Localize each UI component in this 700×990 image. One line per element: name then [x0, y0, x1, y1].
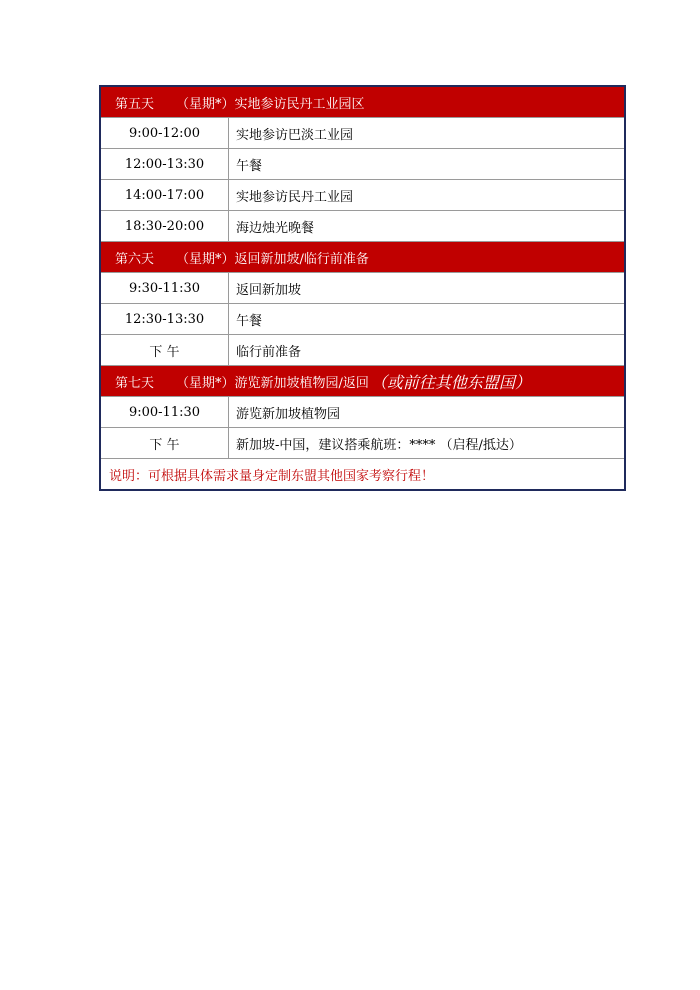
day-title: 游览新加坡植物园/返回	[234, 375, 369, 391]
time-cell: 9:00-11:30	[101, 397, 229, 427]
schedule-row	[101, 149, 624, 180]
itinerary-table	[99, 85, 626, 491]
time-cell: 12:00-13:30	[101, 149, 229, 179]
activity-cell: 新加坡-中国，建议搭乘航班：**** （启程/抵达）	[236, 437, 522, 453]
day-label: 第五天	[115, 96, 155, 112]
day-weekday: （星期*）	[176, 96, 235, 112]
day-note: （或前往其他东盟国）	[370, 372, 531, 392]
schedule-row	[101, 397, 624, 428]
time-cell: 9:30-11:30	[101, 273, 229, 303]
day-title: 返回新加坡/临行前准备	[234, 251, 369, 267]
schedule-row	[101, 180, 624, 211]
activity-cell: 海边烛光晚餐	[236, 220, 315, 236]
schedule-row	[101, 118, 624, 149]
day-header-6	[101, 242, 624, 273]
schedule-row	[101, 304, 624, 335]
activity-cell: 午餐	[236, 313, 263, 329]
activity-cell: 游览新加坡植物园	[236, 406, 341, 422]
day-header-7	[101, 366, 624, 397]
footnote-text: 说明：可根据具体需求量身定制东盟其他国家考察行程！	[109, 468, 435, 484]
schedule-row	[101, 428, 624, 459]
activity-cell: 返回新加坡	[236, 282, 302, 298]
schedule-row	[101, 273, 624, 304]
day-label: 第六天	[115, 251, 155, 267]
day-weekday: （星期*）	[176, 375, 235, 391]
time-cell: 12:30-13:30	[101, 304, 229, 334]
activity-cell: 午餐	[236, 158, 263, 174]
day-title: 实地参访民丹工业园区	[234, 96, 365, 112]
time-cell: 9:00-12:00	[101, 118, 229, 148]
schedule-row	[101, 335, 624, 366]
time-cell: 下 午	[101, 428, 229, 458]
time-cell: 18:30-20:00	[101, 211, 229, 241]
activity-cell: 实地参访巴淡工业园	[236, 127, 354, 143]
activity-cell: 临行前准备	[236, 344, 302, 360]
schedule-row	[101, 211, 624, 242]
activity-cell: 实地参访民丹工业园	[236, 189, 354, 205]
time-cell: 14:00-17:00	[101, 180, 229, 210]
day-weekday: （星期*）	[176, 251, 235, 267]
day-header-5	[101, 87, 624, 118]
time-cell: 下 午	[101, 335, 229, 365]
day-label: 第七天	[115, 375, 155, 391]
